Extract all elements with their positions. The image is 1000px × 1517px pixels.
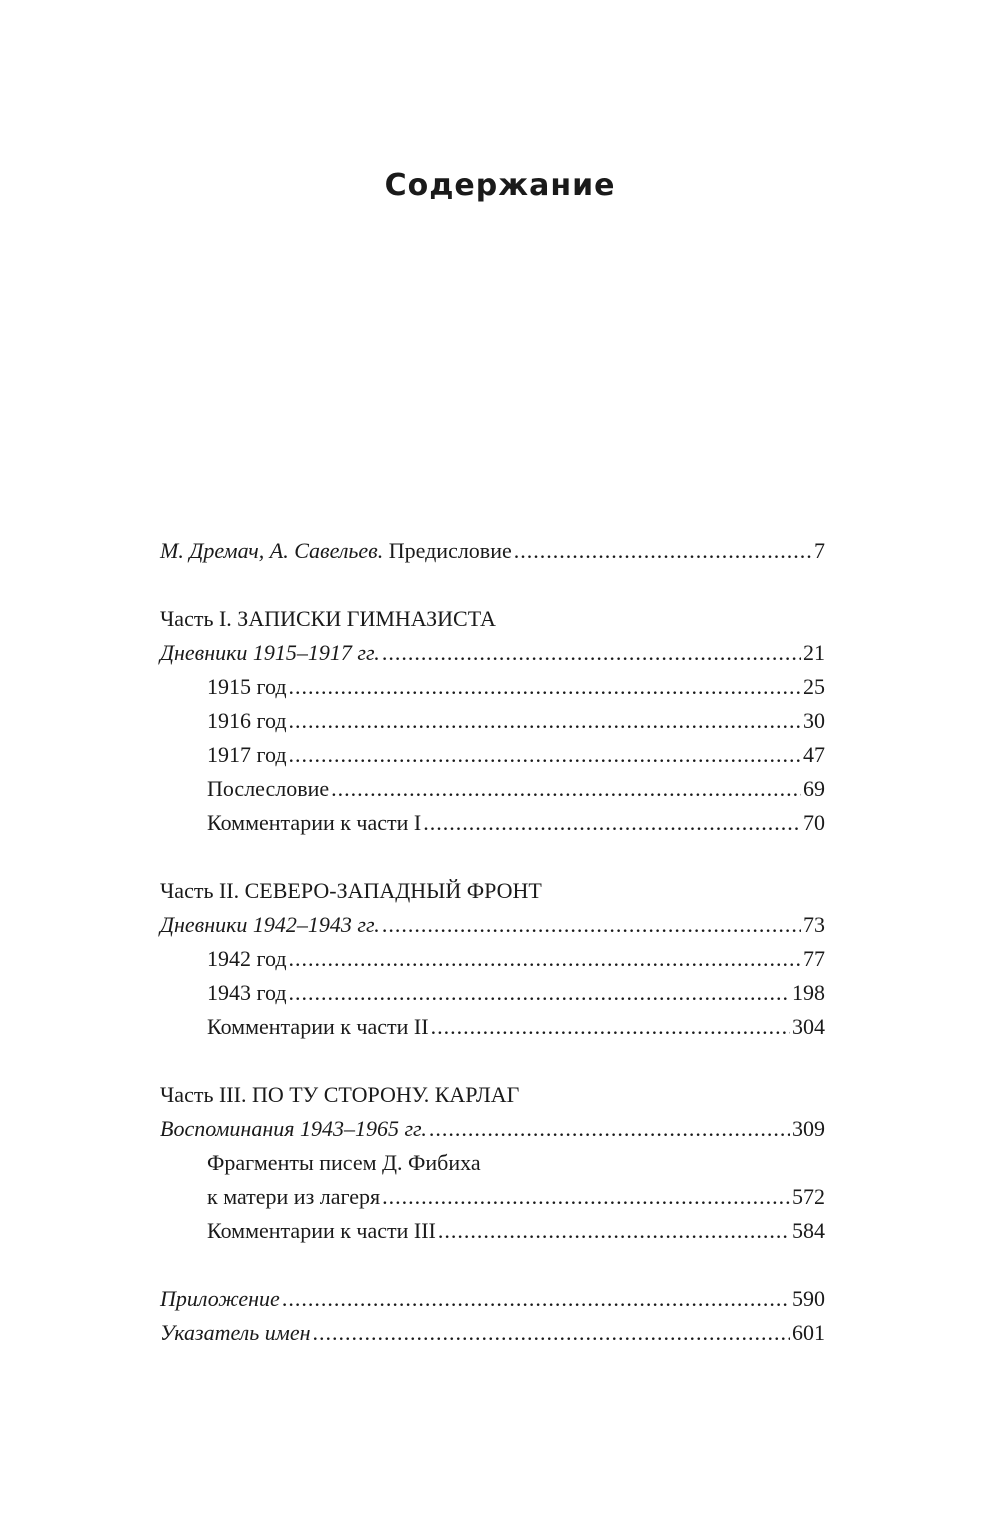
page-number: 584 — [792, 1218, 825, 1243]
entry-title: Дневники 1915–1917 гг. — [160, 640, 380, 665]
toc-entry-comments-part-1[interactable] — [160, 806, 825, 840]
dot-leader — [289, 670, 801, 704]
page-number: 73 — [803, 912, 825, 937]
page-number: 198 — [792, 980, 825, 1005]
entry-title: 1942 год — [207, 946, 287, 971]
preface-author: М. Дремач, А. Савельев. — [160, 538, 384, 563]
dot-leader — [438, 1214, 790, 1248]
page-number: 572 — [792, 1184, 825, 1209]
entry-title: 1917 год — [207, 742, 287, 767]
toc-entry-diaries-1942-1943[interactable] — [160, 908, 825, 942]
entry-title: Приложение — [160, 1286, 280, 1311]
part-heading-1: Часть I. ЗАПИСКИ ГИМНАЗИСТА — [160, 606, 496, 631]
toc-entry-afterword[interactable] — [160, 772, 825, 806]
part-heading-3: Часть III. ПО ТУ СТОРОНУ. КАРЛАГ — [160, 1082, 520, 1107]
toc-entry-comments-part-2[interactable] — [160, 1010, 825, 1044]
page-number: 69 — [803, 776, 825, 801]
page-number: 25 — [803, 674, 825, 699]
dot-leader — [313, 1316, 790, 1350]
toc-entry-name-index[interactable] — [160, 1316, 825, 1350]
toc-entry-1917[interactable] — [160, 738, 825, 772]
page-number: 77 — [803, 946, 825, 971]
toc-entry-memoirs-1943-1965[interactable] — [160, 1112, 825, 1146]
toc-entry-letters-line-1[interactable] — [160, 1146, 825, 1180]
entry-title: 1943 год — [207, 980, 287, 1005]
page-number: 590 — [792, 1286, 825, 1311]
page-number: 70 — [803, 810, 825, 835]
page-title: Содержание — [384, 168, 616, 203]
entry-title: Послесловие — [207, 776, 330, 801]
dot-leader — [382, 1180, 790, 1214]
dot-leader — [282, 1282, 790, 1316]
toc-entry-appendix[interactable] — [160, 1282, 825, 1316]
toc-entry-letters-line-2[interactable] — [160, 1180, 825, 1214]
page-number: 601 — [792, 1320, 825, 1345]
page-number: 304 — [792, 1014, 825, 1039]
entry-title: Фрагменты писем Д. Фибиха — [207, 1150, 481, 1175]
entry-title: Дневники 1942–1943 гг. — [160, 912, 380, 937]
dot-leader — [289, 704, 801, 738]
dot-leader — [431, 1010, 790, 1044]
dot-leader — [289, 976, 790, 1010]
part-heading-2: Часть II. СЕВЕРО-ЗАПАДНЫЙ ФРОНТ — [160, 878, 542, 903]
table-of-contents — [160, 534, 825, 1350]
entry-title: 1916 год — [207, 708, 287, 733]
entry-title: к матери из лагеря — [207, 1184, 381, 1209]
page-number: 47 — [803, 742, 825, 767]
page-number: 7 — [814, 538, 825, 563]
page-number: 30 — [803, 708, 825, 733]
dot-leader — [423, 806, 801, 840]
toc-entry-1942[interactable] — [160, 942, 825, 976]
toc-entry-preface[interactable] — [160, 534, 825, 568]
entry-title: 1915 год — [207, 674, 287, 699]
toc-entry-1943[interactable] — [160, 976, 825, 1010]
toc-entry-1915[interactable] — [160, 670, 825, 704]
entry-title: Комментарии к части III — [207, 1218, 436, 1243]
page-number: 21 — [803, 640, 825, 665]
entry-title: Воспоминания 1943–1965 гг. — [160, 1116, 427, 1141]
dot-leader — [382, 636, 801, 670]
preface-title: Предисловие — [388, 538, 512, 563]
entry-title: Указатель имен — [160, 1320, 311, 1345]
toc-entry-comments-part-3[interactable] — [160, 1214, 825, 1248]
entry-title: Комментарии к части II — [207, 1014, 429, 1039]
entry-title: Комментарии к части I — [207, 810, 422, 835]
dot-leader — [514, 534, 812, 568]
toc-entry-1916[interactable] — [160, 704, 825, 738]
dot-leader — [289, 942, 801, 976]
toc-entry-diaries-1915-1917[interactable] — [160, 636, 825, 670]
dot-leader — [382, 908, 801, 942]
dot-leader — [331, 772, 801, 806]
dot-leader — [289, 738, 801, 772]
dot-leader — [429, 1112, 790, 1146]
page-number: 309 — [792, 1116, 825, 1141]
